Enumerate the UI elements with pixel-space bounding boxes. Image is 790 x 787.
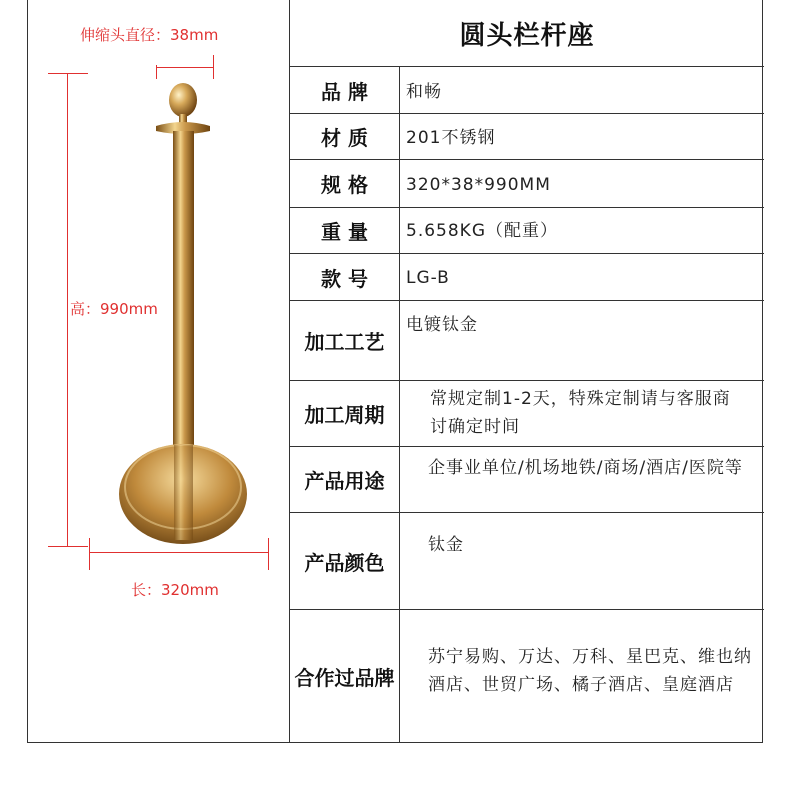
height-label: 高：990mm — [70, 300, 158, 318]
ball-head — [169, 83, 197, 117]
spec-value: 常规定制1-2天，特殊定制请与客服商讨确定时间 — [430, 389, 731, 437]
spec-value: LG-B — [406, 268, 450, 288]
product-photo-panel — [28, 0, 289, 742]
head-diameter-label: 伸缩头直径：38mm — [80, 26, 219, 44]
spec-value: 201不锈钢 — [406, 128, 496, 148]
spec-value: 钛金 — [428, 535, 464, 555]
spec-label: 产品颜色 — [290, 513, 400, 609]
spec-row-color — [290, 512, 764, 609]
length-label: 长：320mm — [131, 581, 219, 599]
spec-value: 5.658KG（配重） — [406, 221, 558, 241]
spec-row-weight — [290, 207, 764, 253]
spec-label: 重 量 — [290, 208, 400, 253]
post-pole — [173, 131, 194, 451]
spec-row-model — [290, 253, 764, 300]
spec-row-usage — [290, 446, 764, 512]
spec-label: 加工周期 — [290, 381, 400, 446]
spec-value: 和畅 — [406, 82, 442, 102]
spec-table — [289, 0, 763, 743]
product-title: 圆头栏杆座 — [459, 20, 595, 51]
spec-label: 材 质 — [290, 114, 400, 159]
spec-row-brand — [290, 66, 764, 113]
spec-row-partners — [290, 609, 764, 743]
spec-value: 电镀钛金 — [406, 315, 478, 335]
stanchion-post-illustration — [28, 0, 289, 560]
spec-value: 企事业单位/机场地铁/商场/酒店/医院等 — [428, 458, 743, 478]
spec-label: 规 格 — [290, 160, 400, 207]
spec-label: 加工工艺 — [290, 301, 400, 380]
spec-value: 苏宁易购、万达、万科、星巴克、维也纳酒店、世贸广场、橘子酒店、皇庭酒店 — [428, 647, 752, 695]
spec-row-material — [290, 113, 764, 159]
spec-label: 品 牌 — [290, 67, 400, 113]
spec-label: 款 号 — [290, 254, 400, 300]
spec-value: 320*38*990MM — [406, 175, 551, 195]
spec-row-lead-time — [290, 380, 764, 446]
spec-row-process — [290, 300, 764, 380]
spec-row-size — [290, 159, 764, 207]
spec-label: 合作过品牌 — [290, 610, 400, 743]
spec-label: 产品用途 — [290, 447, 400, 512]
